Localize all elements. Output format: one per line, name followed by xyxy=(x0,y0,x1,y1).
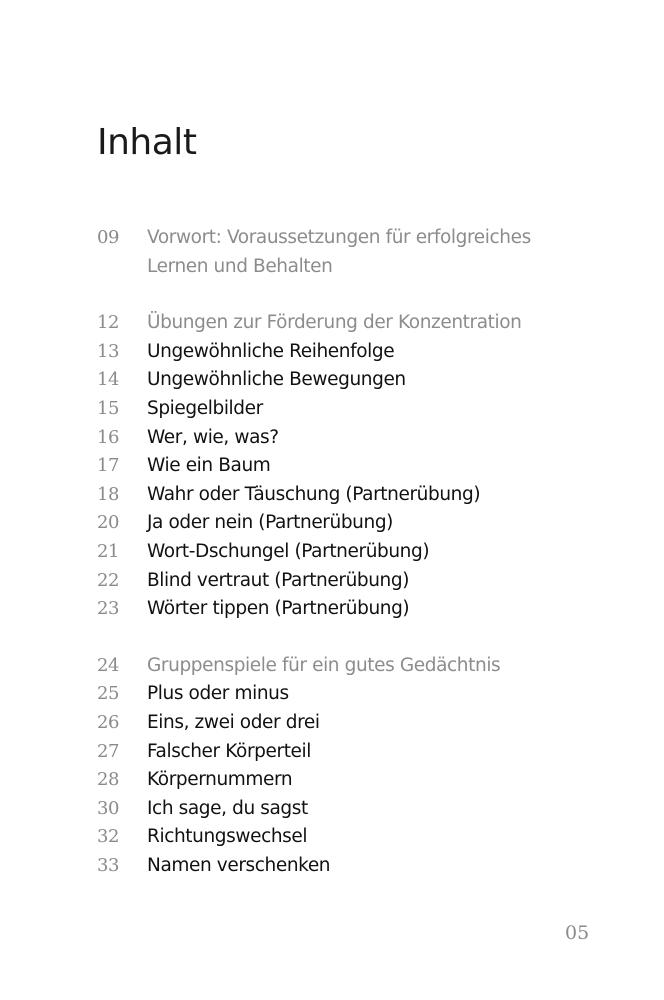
toc-page-number: 20 xyxy=(97,512,120,534)
toc-page-number: 14 xyxy=(97,369,120,391)
toc-entry-label: Ich sage, du sagst xyxy=(147,797,308,819)
toc-page-number: 16 xyxy=(97,426,120,448)
toc-entry-label: Namen verschenken xyxy=(147,854,331,876)
toc-entry xyxy=(97,538,617,567)
toc-entry xyxy=(97,567,617,596)
toc-entry xyxy=(97,709,617,738)
toc-entry-label: Übungen zur Förderung der Konzentration xyxy=(147,312,522,334)
toc-entry-label: Ja oder nein (Partnerübung) xyxy=(147,512,393,534)
toc-page-number: 21 xyxy=(97,540,120,562)
toc-entry-label: Ungewöhnliche Bewegungen xyxy=(147,369,406,391)
toc-entry xyxy=(97,852,617,881)
toc-entry-label: Körpernummern xyxy=(147,769,293,791)
toc-page-number: 27 xyxy=(97,740,120,762)
toc-page-number: 26 xyxy=(97,711,120,733)
toc-entry-label: Richtungswechsel xyxy=(147,826,308,848)
toc-entry xyxy=(97,652,617,681)
toc-section-concentration xyxy=(97,309,617,624)
toc-entry xyxy=(97,395,617,424)
page-number: 05 xyxy=(565,922,590,944)
toc-entry-label: Falscher Körperteil xyxy=(147,740,312,762)
page-title: Inhalt xyxy=(97,122,197,163)
toc-entry-label: Vorwort: Voraussetzungen für erfolgreiches Lernen und Behalten xyxy=(147,227,531,277)
toc-entry-label: Eins, zwei oder drei xyxy=(147,711,320,733)
toc-page-number: 24 xyxy=(97,654,120,676)
toc-entry xyxy=(97,795,617,824)
toc-page-number: 23 xyxy=(97,598,120,620)
toc-section-group-games xyxy=(97,652,617,881)
toc-page-number: 17 xyxy=(97,455,120,477)
toc-entry xyxy=(97,680,617,709)
toc-entry xyxy=(97,595,617,624)
toc-entry xyxy=(97,766,617,795)
toc-entry xyxy=(97,338,617,367)
toc-entry xyxy=(97,738,617,767)
toc-entry xyxy=(97,823,617,852)
toc-page-number: 09 xyxy=(97,227,120,248)
toc-entry-label: Blind vertraut (Partnerübung) xyxy=(147,569,410,591)
toc-entry-label: Wort-Dschungel (Partnerübung) xyxy=(147,540,430,562)
toc-page-number: 18 xyxy=(97,483,120,505)
toc-page-number: 33 xyxy=(97,854,120,876)
toc-entry xyxy=(97,309,617,338)
toc-entry xyxy=(97,509,617,538)
toc-entry-label: Spiegelbilder xyxy=(147,397,263,419)
toc-entry-label: Plus oder minus xyxy=(147,683,289,705)
toc-entry-label: Wahr oder Täuschung (Partnerübung) xyxy=(147,483,481,505)
toc-entry-label: Gruppenspiele für ein gutes Gedächtnis xyxy=(147,654,501,676)
toc-entry xyxy=(97,424,617,453)
toc-entry-label: Wie ein Baum xyxy=(147,455,271,477)
toc-page-number: 28 xyxy=(97,769,120,791)
toc-entry xyxy=(97,481,617,510)
toc-entry-label: Wörter tippen (Partnerübung) xyxy=(147,598,410,620)
toc-page-number: 30 xyxy=(97,797,120,819)
toc-section-preface xyxy=(97,224,617,281)
toc-page-number: 22 xyxy=(97,569,120,591)
toc-entry xyxy=(97,366,617,395)
toc-page-number: 32 xyxy=(97,826,120,848)
toc-entry-label: Wer, wie, was? xyxy=(147,426,279,448)
toc-page-number: 25 xyxy=(97,683,120,705)
toc-entry xyxy=(97,452,617,481)
toc-entry-label: Ungewöhnliche Reihenfolge xyxy=(147,340,395,362)
table-of-contents xyxy=(97,224,617,908)
toc-page-number: 13 xyxy=(97,340,120,362)
toc-page-number: 15 xyxy=(97,397,120,419)
toc-page-number: 12 xyxy=(97,312,120,334)
toc-entry xyxy=(97,224,617,281)
